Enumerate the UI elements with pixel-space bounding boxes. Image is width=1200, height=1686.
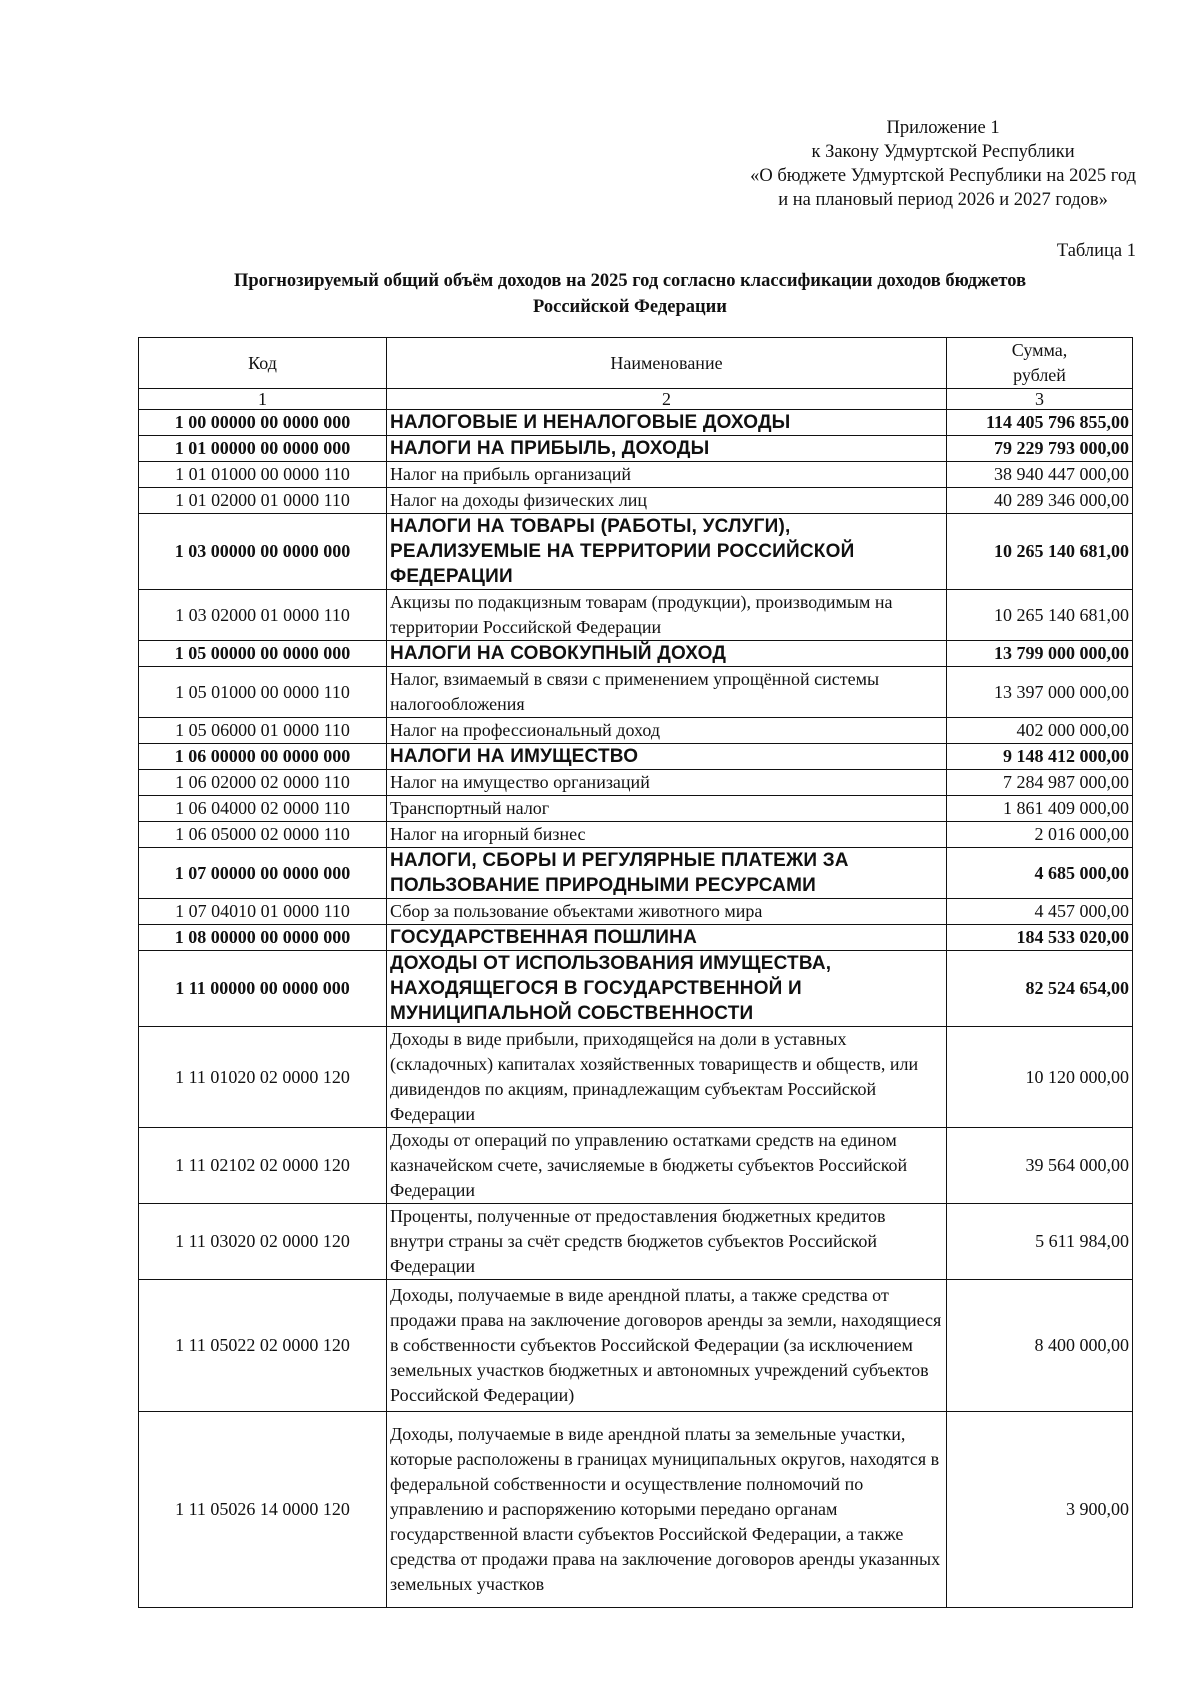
row-sum: 10 265 140 681,00: [947, 514, 1133, 590]
row-sum: 13 799 000 000,00: [947, 641, 1133, 667]
row-name: Сбор за пользование объектами животного мира: [387, 899, 947, 925]
appendix-header: [750, 116, 1136, 212]
row-name: Налог на игорный бизнес: [387, 822, 947, 848]
row-code: 1 06 04000 02 0000 110: [139, 796, 387, 822]
row-code: 1 05 06000 01 0000 110: [139, 718, 387, 744]
row-name: НАЛОГИ НА ИМУЩЕСТВО: [387, 744, 947, 770]
row-name: ДОХОДЫ ОТ ИСПОЛЬЗОВАНИЯ ИМУЩЕСТВА, НАХОДЯЩЕГОСЯ В ГОСУДАРСТВЕННОЙ И МУНИЦИПАЛЬНОЙ СОБСТВЕННОСТИ: [387, 951, 947, 1027]
revenue-table: [138, 337, 1133, 1608]
document-title: [130, 268, 1130, 320]
row-code: 1 07 00000 00 0000 000: [139, 848, 387, 899]
column-number-1: 1: [139, 389, 387, 410]
row-sum: 114 405 796 855,00: [947, 410, 1133, 436]
row-code: 1 01 01000 00 0000 110: [139, 462, 387, 488]
row-name: Доходы в виде прибыли, приходящейся на доли в уставных (складочных) капиталах хозяйственных товариществ и обществ, или дивидендов по акциям, принадлежащим субъектам Российской Федерации: [387, 1027, 947, 1128]
row-code: 1 06 05000 02 0000 110: [139, 822, 387, 848]
row-name: Доходы, получаемые в виде арендной платы, а также средства от продажи права на заключение договоров аренды за земли, находящиеся в собственности субъектов Российской Федерации (за исключением земельных участков бюджетных и автономных учреждений субъектов Российской Федерации): [387, 1280, 947, 1412]
appendix-line: Приложение 1: [886, 118, 1000, 138]
column-header-sum-line2: рублей: [1013, 365, 1066, 385]
row-sum: 402 000 000,00: [947, 718, 1133, 744]
row-sum: 1 861 409 000,00: [947, 796, 1133, 822]
table-row: [139, 1027, 1133, 1128]
row-name: НАЛОГОВЫЕ И НЕНАЛОГОВЫЕ ДОХОДЫ: [387, 410, 947, 436]
column-number-2: 2: [387, 389, 947, 410]
table-row: [139, 667, 1133, 718]
row-sum: 4 685 000,00: [947, 848, 1133, 899]
row-sum: 8 400 000,00: [947, 1280, 1133, 1412]
row-name: НАЛОГИ, СБОРЫ И РЕГУЛЯРНЫЕ ПЛАТЕЖИ ЗА ПОЛЬЗОВАНИЕ ПРИРОДНЫМИ РЕСУРСАМИ: [387, 848, 947, 899]
column-header-name: Наименование: [387, 338, 947, 389]
row-code: 1 11 01020 02 0000 120: [139, 1027, 387, 1128]
row-code: 1 07 04010 01 0000 110: [139, 899, 387, 925]
row-name: НАЛОГИ НА ПРИБЫЛЬ, ДОХОДЫ: [387, 436, 947, 462]
document-title-line2: Российской Федерации: [533, 297, 727, 317]
row-code: 1 01 02000 01 0000 110: [139, 488, 387, 514]
table-row: [139, 590, 1133, 641]
row-code: 1 11 05026 14 0000 120: [139, 1412, 387, 1608]
row-code: 1 01 00000 00 0000 000: [139, 436, 387, 462]
row-code: 1 11 00000 00 0000 000: [139, 951, 387, 1027]
appendix-line: к Закону Удмуртской Республики: [811, 142, 1075, 162]
appendix-line: и на плановый период 2026 и 2027 годов»: [778, 190, 1108, 210]
column-header-sum: [947, 338, 1133, 389]
row-name: Транспортный налог: [387, 796, 947, 822]
table-row: [139, 1204, 1133, 1280]
row-code: 1 11 03020 02 0000 120: [139, 1204, 387, 1280]
row-code: 1 06 02000 02 0000 110: [139, 770, 387, 796]
table-row: [139, 1280, 1133, 1412]
table-row: [139, 1128, 1133, 1204]
row-code: 1 06 00000 00 0000 000: [139, 744, 387, 770]
row-sum: 79 229 793 000,00: [947, 436, 1133, 462]
document-title-line1: Прогнозируемый общий объём доходов на 2025 год согласно классификации доходов бюджетов: [233, 271, 1027, 291]
row-name: Проценты, полученные от предоставления бюджетных кредитов внутри страны за счёт средств бюджетов субъектов Российской Федерации: [387, 1204, 947, 1280]
table-row: [139, 951, 1133, 1027]
table-header-row: [139, 338, 1133, 389]
row-code: 1 11 05022 02 0000 120: [139, 1280, 387, 1412]
row-code: 1 03 02000 01 0000 110: [139, 590, 387, 641]
row-sum: 3 900,00: [947, 1412, 1133, 1608]
row-name: Налог на профессиональный доход: [387, 718, 947, 744]
table-body: [139, 410, 1133, 1608]
row-name: НАЛОГИ НА ТОВАРЫ (РАБОТЫ, УСЛУГИ), РЕАЛИЗУЕМЫЕ НА ТЕРРИТОРИИ РОССИЙСКОЙ ФЕДЕРАЦИИ: [387, 514, 947, 590]
table-label: Таблица 1: [1056, 241, 1136, 261]
row-sum: 13 397 000 000,00: [947, 667, 1133, 718]
row-code: 1 11 02102 02 0000 120: [139, 1128, 387, 1204]
table-row: [139, 1412, 1133, 1608]
table-row: [139, 796, 1133, 822]
row-sum: 9 148 412 000,00: [947, 744, 1133, 770]
row-sum: 7 284 987 000,00: [947, 770, 1133, 796]
appendix-line: «О бюджете Удмуртской Республики на 2025 год: [750, 166, 1136, 186]
row-name: Доходы, получаемые в виде арендной платы за земельные участки, которые расположены в границах муниципальных округов, находятся в федеральной собственности и осуществление полномочий по управлению и распоряжению которыми передано органам государственной власти субъектов Российской Федерации, а также средства от продажи права на заключение договоров аренды указанных земельных участков: [387, 1412, 947, 1608]
table-row: [139, 514, 1133, 590]
row-name: Налог на имущество организаций: [387, 770, 947, 796]
row-code: 1 05 01000 00 0000 110: [139, 667, 387, 718]
row-name: Налог на доходы физических лиц: [387, 488, 947, 514]
row-name: ГОСУДАРСТВЕННАЯ ПОШЛИНА: [387, 925, 947, 951]
table-row: [139, 718, 1133, 744]
table-row: [139, 822, 1133, 848]
row-code: 1 03 00000 00 0000 000: [139, 514, 387, 590]
row-code: 1 00 00000 00 0000 000: [139, 410, 387, 436]
row-code: 1 08 00000 00 0000 000: [139, 925, 387, 951]
table-row: [139, 410, 1133, 436]
row-sum: 2 016 000,00: [947, 822, 1133, 848]
table-row: [139, 641, 1133, 667]
table-row: [139, 436, 1133, 462]
row-name: Налог, взимаемый в связи с применением упрощённой системы налогообложения: [387, 667, 947, 718]
row-sum: 4 457 000,00: [947, 899, 1133, 925]
row-name: Акцизы по подакцизным товарам (продукции), производимым на территории Российской Федерации: [387, 590, 947, 641]
table-row: [139, 488, 1133, 514]
row-sum: 10 265 140 681,00: [947, 590, 1133, 641]
row-sum: 39 564 000,00: [947, 1128, 1133, 1204]
row-sum: 40 289 346 000,00: [947, 488, 1133, 514]
table-row: [139, 744, 1133, 770]
column-header-sum-line1: Сумма,: [1011, 340, 1068, 360]
column-number-row: [139, 389, 1133, 410]
table-row: [139, 770, 1133, 796]
column-number-3: 3: [947, 389, 1133, 410]
table-row: [139, 899, 1133, 925]
row-name: Доходы от операций по управлению остатками средств на едином казначейском счете, зачисляемые в бюджеты субъектов Российской Федерации: [387, 1128, 947, 1204]
row-name: Налог на прибыль организаций: [387, 462, 947, 488]
row-sum: 184 533 020,00: [947, 925, 1133, 951]
row-sum: 5 611 984,00: [947, 1204, 1133, 1280]
column-header-code: Код: [139, 338, 387, 389]
row-sum: 82 524 654,00: [947, 951, 1133, 1027]
table-row: [139, 462, 1133, 488]
row-sum: 10 120 000,00: [947, 1027, 1133, 1128]
table-row: [139, 848, 1133, 899]
row-sum: 38 940 447 000,00: [947, 462, 1133, 488]
row-name: НАЛОГИ НА СОВОКУПНЫЙ ДОХОД: [387, 641, 947, 667]
table-row: [139, 925, 1133, 951]
row-code: 1 05 00000 00 0000 000: [139, 641, 387, 667]
